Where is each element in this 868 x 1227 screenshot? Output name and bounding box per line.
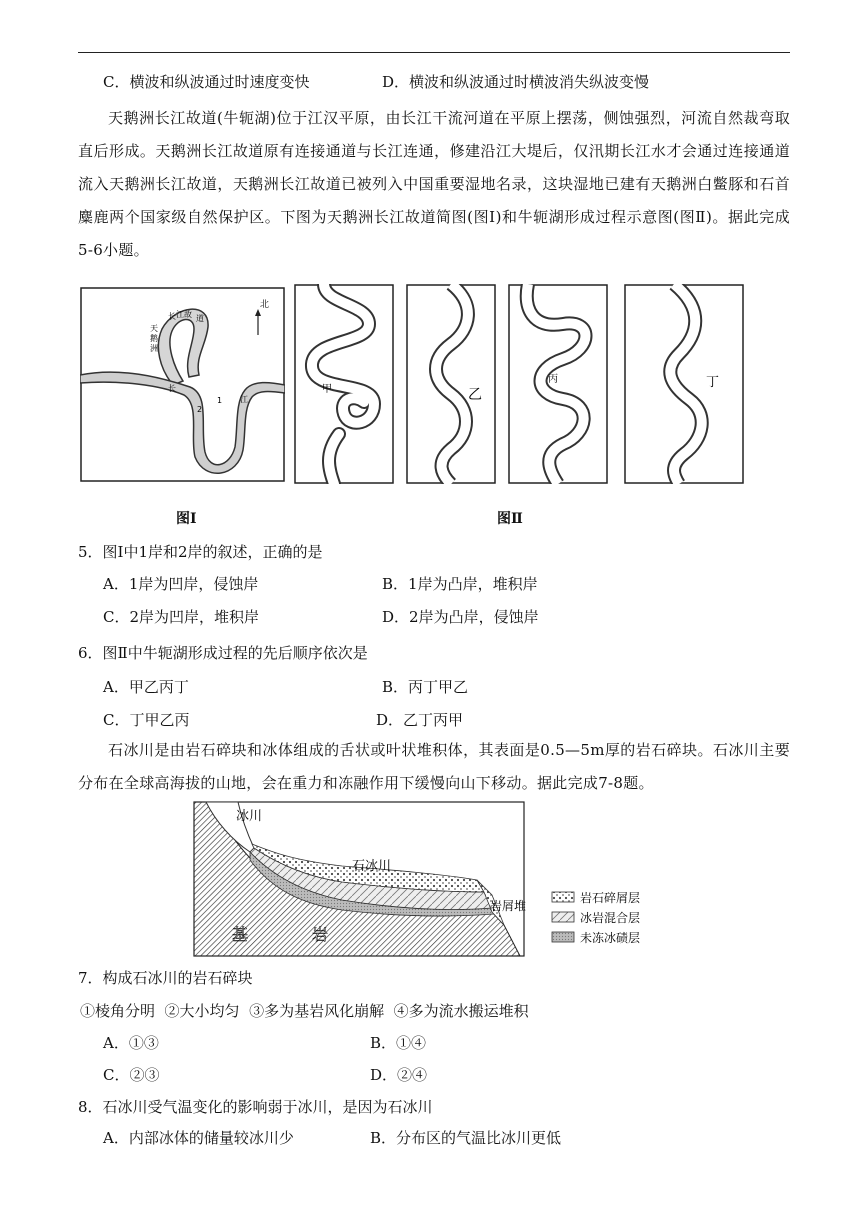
q7-option-d: D．②④ — [370, 1066, 428, 1084]
legend-mixed-layer: 冰岩混合层 — [580, 911, 641, 925]
legend-debris-layer: 岩石碎屑层 — [580, 891, 641, 905]
q6-option-b: B．丙丁甲乙 — [382, 678, 469, 696]
map-label: 江 — [240, 395, 248, 404]
map-label: 鹅 — [150, 334, 158, 343]
debris-pile-label: 岩屑堆 — [490, 899, 527, 913]
bank-label-1: 1 — [217, 396, 223, 405]
panel-label-yi: 乙 — [468, 387, 482, 403]
header-rule — [78, 52, 790, 53]
q4-option-c: C．横波和纵波通过时速度变快 — [103, 73, 310, 91]
figure-2-panel-ding — [624, 284, 744, 484]
figure-1-map — [80, 287, 285, 482]
figure-2-panel-bing — [508, 284, 608, 484]
q7-items: ①棱角分明 ②大小均匀 ③多为基岩风化崩解 ④多为流水搬运堆积 — [80, 1002, 529, 1020]
glacier-label: 冰川 — [236, 809, 263, 824]
panel-label-jia: 甲 — [322, 384, 332, 395]
q5-option-b: B．1岸为凸岸，堆积岸 — [382, 575, 538, 593]
north-label: 北 — [260, 300, 270, 310]
q6-option-c: C．丁甲乙丙 — [103, 711, 190, 729]
q5-option-a: A．1岸为凹岸，侵蚀岸 — [103, 575, 259, 593]
q6-option-a: A．甲乙丙丁 — [103, 678, 189, 696]
bedrock-label-2: 岩 — [312, 925, 329, 944]
passage-oxbow-lake: 天鹅洲长江故道(牛轭湖)位于江汉平原，由长江干流河道在平原上摆荡，侧蚀强烈，河流自然裁弯取直后形成。天鹅洲长江故道原有连接通道与长江连通，修建沿江大堤后，仅汛期长江水才会通过连接通道流入天鹅洲长江故道，天鹅洲长江故道已被列入中国重要湿地名录，这块湿地已建有天鹅洲白鳖豚和石首麋鹿两个国家级自然保护区。下图为天鹅洲长江故道简图(图Ⅰ)和牛轭湖形成过程示意图(图Ⅱ)。据此完成5-6小题。 — [78, 109, 790, 259]
map-label: 长 — [168, 384, 176, 393]
figure-2-panel-jia — [294, 284, 394, 484]
q7-option-a: A．①③ — [103, 1034, 159, 1052]
q7-option-b: B．①④ — [370, 1034, 427, 1052]
rock-glacier-diagram — [192, 800, 662, 960]
map-label: 天 — [150, 324, 158, 333]
panel-label-bing: 丙 — [548, 374, 558, 385]
figure-1-caption: 图Ⅰ — [176, 511, 197, 527]
passage-rock-glacier: 石冰川是由岩石碎块和冰体组成的舌状或叶状堆积体，其表面是0.5—5m厚的岩石碎块。石冰川主要分布在全球高海拔的山地，会在重力和冻融作用下缓慢向山下移动。据此完成7-8题。 — [78, 741, 790, 792]
map-label: 道 — [196, 314, 204, 323]
map-label: 故 — [184, 310, 192, 319]
q7-option-c: C．②③ — [103, 1066, 160, 1084]
map-label: 江 — [176, 310, 184, 319]
map-label: 长 — [168, 312, 176, 321]
q7-stem: 7．构成石冰川的岩石碎块 — [78, 969, 253, 987]
bank-label-2: 2 — [197, 405, 203, 414]
bedrock-label-1: 基 — [232, 925, 249, 944]
figure-2-panel-yi — [406, 284, 496, 484]
legend-till-layer: 未冻冰碛层 — [580, 931, 641, 945]
q8-stem: 8．石冰川受气温变化的影响弱于冰川，是因为石冰川 — [78, 1098, 433, 1116]
q6-option-d: D．乙丁丙甲 — [376, 711, 464, 729]
q4-option-d: D．横波和纵波通过时横波消失纵波变慢 — [382, 73, 650, 91]
map-label: 洲 — [150, 344, 158, 353]
figure-2-caption: 图Ⅱ — [497, 511, 523, 527]
q5-option-d: D．2岸为凸岸，侵蚀岸 — [382, 608, 539, 626]
q8-option-a: A．内部冰体的储量较冰川少 — [103, 1129, 294, 1147]
q5-stem: 5．图Ⅰ中1岸和2岸的叙述，正确的是 — [78, 543, 323, 561]
panel-label-ding: 丁 — [706, 375, 720, 390]
q5-option-c: C．2岸为凹岸，堆积岸 — [103, 608, 260, 626]
q6-stem: 6．图Ⅱ中牛轭湖形成过程的先后顺序依次是 — [78, 644, 368, 662]
rock-glacier-label: 石冰川 — [352, 859, 392, 874]
q8-option-b: B．分布区的气温比冰川更低 — [370, 1129, 562, 1147]
